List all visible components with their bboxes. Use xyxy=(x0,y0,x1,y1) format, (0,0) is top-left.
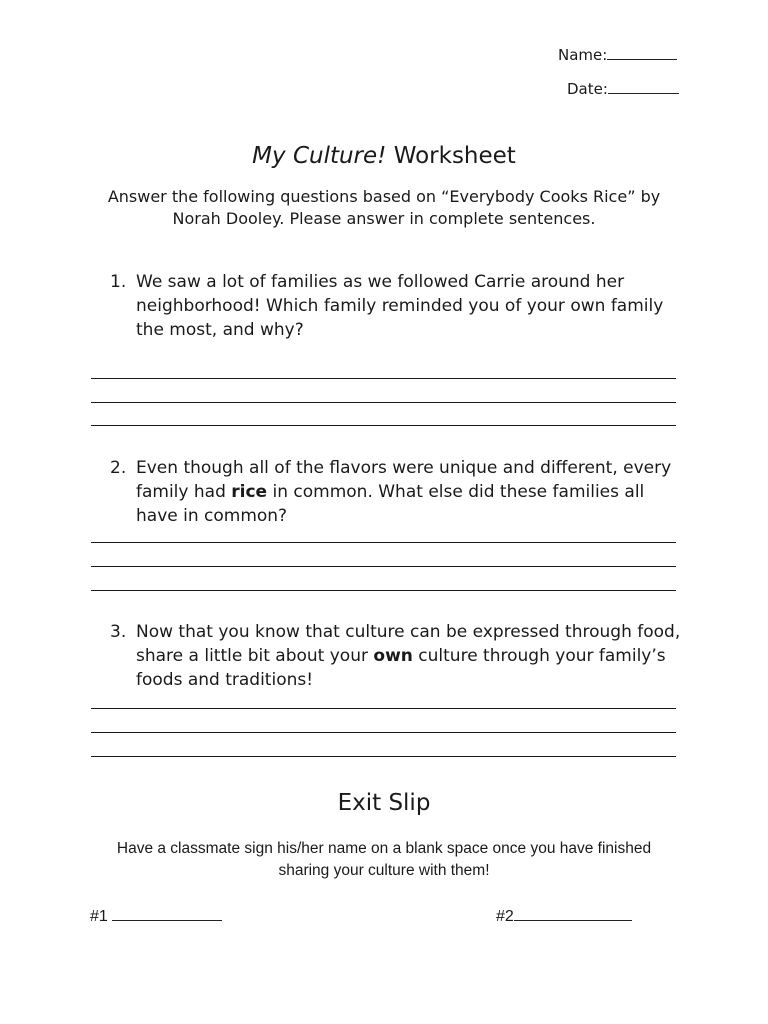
question-text xyxy=(136,456,690,528)
answer-line[interactable] xyxy=(91,732,676,733)
date-field[interactable] xyxy=(567,79,679,98)
answer-line[interactable] xyxy=(91,425,676,426)
answer-line[interactable] xyxy=(91,590,676,591)
answer-line[interactable] xyxy=(91,708,676,709)
question-emphasis: own xyxy=(373,646,413,666)
page-title-italic: My Culture! xyxy=(252,143,387,169)
question-text-part: Even though all of the flavors were unique and different, every family had xyxy=(136,458,672,502)
question-text-part: in common. What else did these families all have in common? xyxy=(136,482,645,526)
page-title xyxy=(0,143,768,169)
question-1 xyxy=(110,270,690,342)
answer-line[interactable] xyxy=(91,756,676,757)
signature-slot-label: #2 xyxy=(496,908,514,925)
question-2 xyxy=(110,456,690,528)
signature-slot-1[interactable] xyxy=(90,904,222,926)
name-field[interactable] xyxy=(558,45,677,64)
name-label: Name: xyxy=(558,46,608,64)
question-text xyxy=(136,270,690,342)
page-title-regular: Worksheet xyxy=(386,143,516,169)
question-number: 1. xyxy=(110,272,127,292)
answer-line[interactable] xyxy=(91,566,676,567)
exit-slip-title: Exit Slip xyxy=(337,790,431,816)
question-emphasis: rice xyxy=(231,482,268,502)
exit-slip-instructions: Have a classmate sign his/her name on a blank space once you have finished sharing your culture with them! xyxy=(116,840,652,879)
question-text-part: culture through your family’s foods and traditions! xyxy=(136,646,666,690)
question-text xyxy=(136,620,690,692)
signature-blank[interactable] xyxy=(514,904,632,921)
date-label: Date: xyxy=(567,80,608,98)
signature-blank[interactable] xyxy=(112,904,222,921)
question-3 xyxy=(110,620,690,692)
signature-slot-label: #1 xyxy=(90,908,113,925)
answer-line[interactable] xyxy=(91,402,676,403)
signature-slot-2[interactable] xyxy=(496,904,632,926)
question-text-part: We saw a lot of families as we followed Carrie around her neighborhood! Which family reminded you of your own family the most, and why? xyxy=(136,272,664,340)
answer-line[interactable] xyxy=(91,542,676,543)
question-number: 2. xyxy=(110,458,127,478)
instructions-text: Answer the following questions based on “Everybody Cooks Rice” by Norah Dooley. Please answer in complete sentences. xyxy=(107,187,661,228)
answer-line[interactable] xyxy=(91,378,676,379)
name-blank[interactable] xyxy=(607,45,677,60)
question-number: 3. xyxy=(110,622,127,642)
date-blank[interactable] xyxy=(608,79,679,94)
question-text-part: Now that you know that culture can be expressed through food, share a little bit about your xyxy=(136,622,681,666)
